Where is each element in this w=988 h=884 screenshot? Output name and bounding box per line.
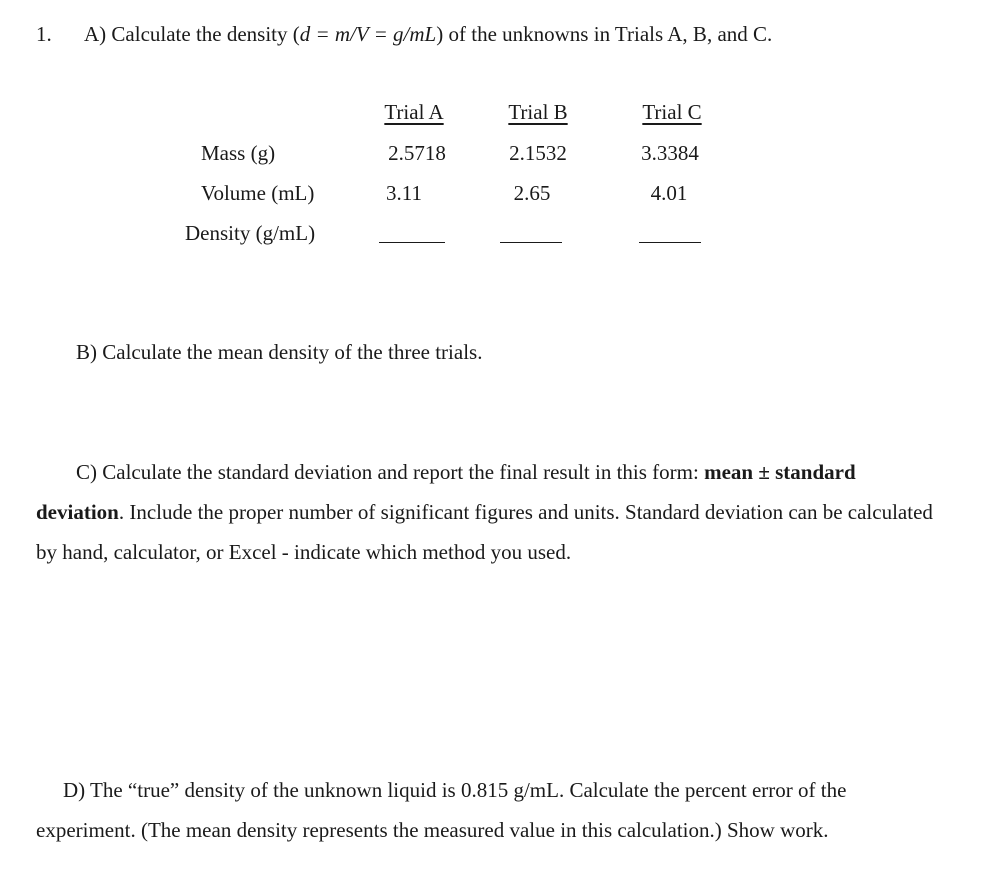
row-label-volume: Volume (mL)	[201, 181, 315, 205]
row-label-density: Density (g/mL)	[185, 221, 316, 245]
row-label-mass: Mass (g)	[201, 141, 276, 165]
density-blank-trial-a[interactable]	[379, 241, 445, 243]
header-trial-c: Trial C	[642, 100, 702, 124]
part-b-prompt: B) Calculate the mean density of the three trials.	[76, 340, 483, 364]
density-blank-trial-c[interactable]	[639, 241, 701, 243]
mass-trial-a: 2.5718	[388, 141, 446, 165]
part-a-prompt	[84, 22, 772, 47]
mass-trial-b: 2.1532	[509, 141, 567, 165]
part-c-bold-mean: mean ± standard	[704, 460, 856, 484]
volume-trial-a: 3.11	[386, 181, 422, 205]
question-number: 1.	[36, 22, 52, 46]
part-d-prompt: D) The “true” density of the unknown liquid is 0.815 g/mL. Calculate the percent error of the experiment. (The mean density represents the measured value in this calculation.) Show work.	[36, 778, 847, 842]
header-trial-a: Trial A	[384, 100, 444, 124]
part-c-bold-deviation: deviation	[36, 500, 119, 524]
volume-trial-b: 2.65	[513, 181, 551, 205]
density-formula: d = m/V = g/mL	[299, 22, 437, 46]
volume-trial-c: 4.01	[650, 181, 688, 205]
density-blank-trial-b[interactable]	[500, 241, 562, 243]
part-a-prefix: A) Calculate the density (	[84, 22, 300, 46]
part-a-suffix: ) of the unknowns in Trials A, B, and C.	[436, 22, 773, 46]
part-c-prompt: C) Calculate the standard deviation and report the final result in this form: mean ± standard deviation. Include the proper number of significant figures and units. Standard deviation can be calculated by hand, calculator, or Excel - indicate which method you used.	[36, 460, 933, 564]
header-trial-b: Trial B	[508, 100, 568, 124]
mass-trial-c: 3.3384	[641, 141, 699, 165]
